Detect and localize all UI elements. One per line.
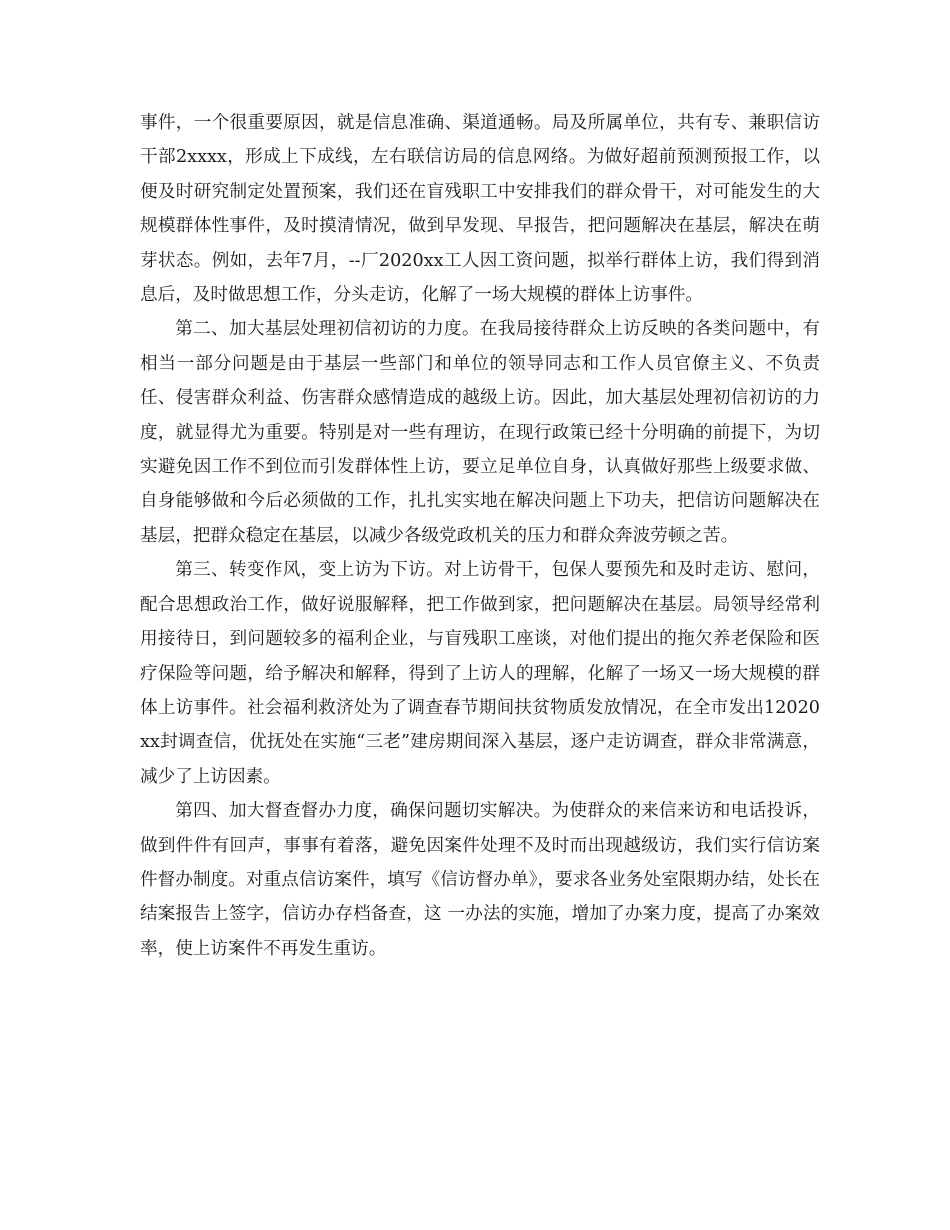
paragraph-second-point: 第二、加大基层处理初信初访的力度。在我局接待群众上访反映的各类问题中，有相当一部分问题是由于基层一些部门和单位的领导同志和工作人员官僚主义、不负责任、侵害群众利益、伤害群众感情造成的越级上访。因此，加大基层处理初信初访的力度，就显得尤为重要。特别是对一些有理访，在现行政策已经十分明确的前提下，为切实避免因工作不到位而引发群体性上访，要立足单位自身，认真做好那些上级要求做、自身能够做和今后必须做的工作，扎扎实实地在解决问题上下功夫，把信访问题解决在基层，把群众稳定在基层，以减少各级党政机关的压力和群众奔波劳顿之苦。 [140,319,820,546]
document-body [140,106,820,966]
paragraph-third-point: 第三、转变作风，变上访为下访。对上访骨干，包保人要预先和及时走访、慰问，配合思想政治工作，做好说服解释，把工作做到家，把问题解决在基层。局领导经常利用接待日，到问题较多的福利企业，与盲残职工座谈，对他们提出的拖欠养老保险和医疗保险等问题，给予解决和解释，得到了上访人的理解，化解了一场又一场大规模的群体上访事件。社会福利救济处为了调查春节期间扶贫物质发放情况，在全市发出12020xx封调查信，优抚处在实施“三老”建房期间深入基层，逐户走访调查，群众非常满意，减少了上访因素。 [140,560,820,787]
paragraph-fourth-point: 第四、加大督查督办力度，确保问题切实解决。为使群众的来信来访和电话投诉，做到件件有回声，事事有着落，避免因案件处理不及时而出现越级访，我们实行信访案件督办制度。对重点信访案件，填写《信访督办单》，要求各业务处室限期办结，处长在结案报告上签字，信访办存档备查，这 一办法的实施，增加了办案力度，提高了办案效率，使上访案件不再发生重访。 [140,801,820,959]
paragraph-continuation: 事件，一个很重要原因，就是信息准确、渠道通畅。局及所属单位，共有专、兼职信访干部2xxxx，形成上下成线，左右联信访局的信息网络。为做好超前预测预报工作，以便及时研究制定处置预案，我们还在盲残职工中安排我们的群众骨干，对可能发生的大规模群体性事件，及时摸清情况，做到早发现、早报告，把问题解决在基层，解决在萌芽状态。例如，去年7月，--厂2020xx工人因工资问题，拟举行群体上访，我们得到消息后，及时做思想工作，分头走访，化解了一场大规模的群体上访事件。 [140,113,820,306]
